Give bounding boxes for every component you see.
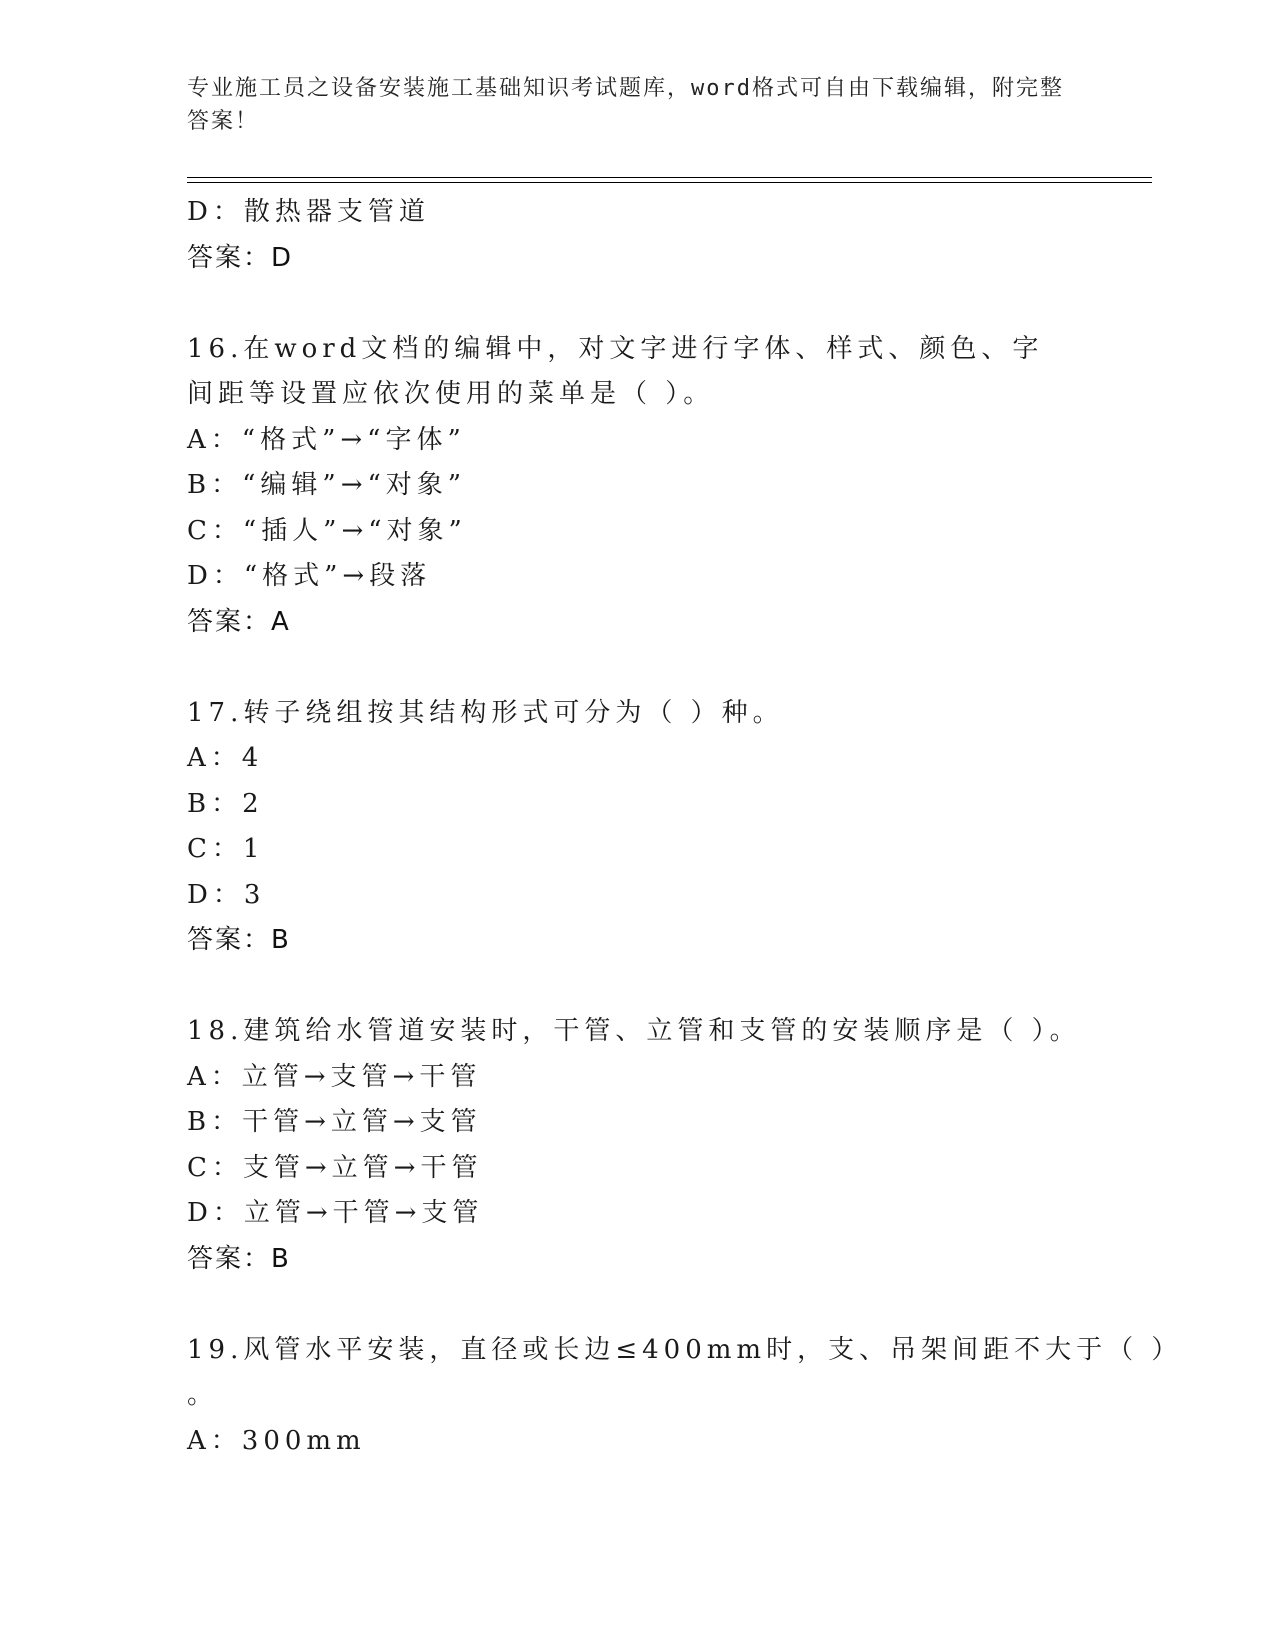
question-17-option-a: A：4 [187, 743, 264, 773]
prev-question-option-d: D：散热器支管道 [187, 197, 430, 227]
question-16-option-d: D：“格式”→段落 [187, 561, 432, 591]
question-17-option-b: B：2 [187, 788, 264, 819]
question-19-stem-line-1: 19.风管水平安装，直径或长边≤400mm时，支、吊架间距不大于（ ） [187, 1334, 1183, 1365]
question-19-stem-line-2: 。 [187, 1380, 219, 1410]
header-divider-bottom [187, 182, 1152, 183]
question-18-stem: 18.建筑给水管道安装时，干管、立管和支管的安装顺序是（ ）。 [187, 1016, 1081, 1046]
question-17-option-c: C：1 [187, 834, 265, 864]
spacer [187, 1282, 1087, 1328]
prev-question-answer: 答案：D [187, 242, 294, 273]
document-header: 专业施工员之设备安装施工基础知识考试题库，word格式可自由下载编辑，附完整答案！ [187, 76, 1064, 134]
question-18-option-d: D：立管→干管→支管 [187, 1198, 484, 1228]
question-16 [187, 327, 1087, 646]
question-17-option-d: D：3 [187, 879, 266, 910]
question-17 [187, 691, 1087, 964]
question-17-answer: 答案：B [187, 925, 291, 955]
question-18 [187, 1009, 1087, 1282]
question-19 [187, 1328, 1183, 1465]
question-16-answer: 答案：A [187, 606, 291, 637]
question-19-option-a: A：300mm [187, 1425, 366, 1456]
spacer [187, 964, 1087, 1010]
question-16-option-c: C：“插人”→“对象” [187, 515, 467, 546]
spacer [187, 645, 1087, 691]
question-18-answer: 答案：B [187, 1243, 291, 1274]
document-body [187, 190, 1183, 1464]
header-divider-top [187, 177, 1152, 178]
question-18-option-b: B：干管→立管→支管 [187, 1107, 482, 1137]
question-16-stem: 16.在word文档的编辑中，对文字进行字体、样式、颜色、字间距等设置应依次使用的菜单是（ ）。 [187, 333, 1044, 409]
question-16-option-b: B：“编辑”→“对象” [187, 470, 467, 500]
spacer [187, 281, 1087, 327]
question-16-option-a: A：“格式”→“字体” [187, 424, 466, 455]
question-18-option-c: C：支管→立管→干管 [187, 1152, 483, 1183]
question-18-option-a: A：立管→支管→干管 [187, 1061, 482, 1092]
question-17-stem: 17.转子绕组按其结构形式可分为（ ）种。 [187, 697, 784, 728]
